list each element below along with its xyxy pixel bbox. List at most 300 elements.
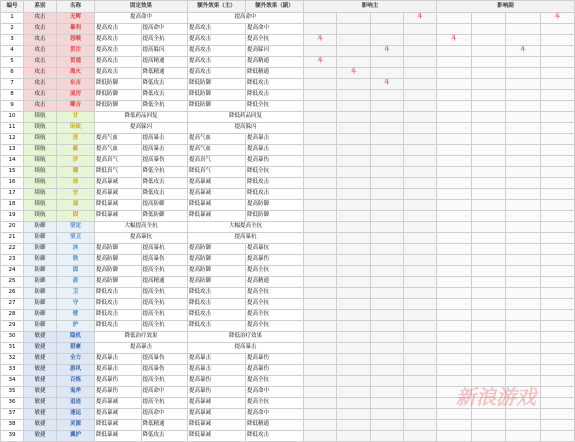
row-number: 35 <box>1 387 24 398</box>
influence-main-cell <box>304 299 337 310</box>
row-name: 灵源 <box>57 420 95 431</box>
influence-main-cell <box>403 79 436 90</box>
row-name: 全力 <box>57 354 95 365</box>
row-number: 22 <box>1 244 24 255</box>
table-row <box>1 211 575 222</box>
influence-sub-cell <box>471 266 506 277</box>
row-number: 4 <box>1 46 24 57</box>
influence-sub-cell <box>506 255 541 266</box>
influence-main-cell <box>304 420 337 431</box>
extra-effect: 提高暴击 <box>246 145 304 156</box>
influence-sub-cell <box>471 46 506 57</box>
influence-main-cell <box>403 46 436 57</box>
row-number: 37 <box>1 409 24 420</box>
influence-sub-cell <box>471 365 506 376</box>
influence-main-cell <box>370 299 403 310</box>
influence-sub-cell <box>540 409 575 420</box>
fixed-effect: 提高全抗 <box>141 288 188 299</box>
influence-main-cell <box>337 222 370 233</box>
influence-sub-cell <box>471 233 506 244</box>
extra-effect: 降低攻击 <box>188 299 246 310</box>
extra-effect: 降低药品回复 <box>188 112 304 123</box>
influence-main-cell <box>304 255 337 266</box>
row-series: 防御 <box>24 233 57 244</box>
influence-main-cell <box>304 79 337 90</box>
extra-effect: 提高暴伤 <box>246 255 304 266</box>
influence-sub-cell <box>540 288 575 299</box>
row-name: 无辉 <box>57 13 95 24</box>
extra-effect: 降低精通 <box>246 68 304 79</box>
influence-sub-cell <box>437 156 472 167</box>
fixed-effect: 降低攻击 <box>95 310 142 321</box>
table-row <box>1 123 575 134</box>
influence-main-cell: 斗 <box>304 35 337 46</box>
fixed-effect: 提高暴减 <box>95 189 142 200</box>
row-series: 攻击 <box>24 68 57 79</box>
influence-main-cell <box>337 244 370 255</box>
influence-main-cell <box>304 321 337 332</box>
extra-effect: 提高暴击 <box>188 365 246 376</box>
fixed-effect: 降低治疗效果 <box>95 332 188 343</box>
influence-main-cell <box>337 90 370 101</box>
extra-effect: 提高暴减 <box>188 398 246 409</box>
influence-sub-cell <box>437 46 472 57</box>
influence-sub-cell <box>437 167 472 178</box>
influence-sub-cell <box>437 134 472 145</box>
extra-effect: 降低攻击 <box>246 178 304 189</box>
extra-effect: 提高全抗 <box>246 288 304 299</box>
row-number: 19 <box>1 211 24 222</box>
extra-effect: 降低暴减 <box>188 211 246 222</box>
influence-main-cell <box>370 343 403 354</box>
row-number: 20 <box>1 222 24 233</box>
fixed-effect: 提高精通 <box>141 57 188 68</box>
influence-main-cell <box>403 233 436 244</box>
table-row <box>1 189 575 200</box>
row-name: 沐 <box>57 244 95 255</box>
influence-sub-cell <box>471 277 506 288</box>
influence-main-cell <box>370 24 403 35</box>
row-series: 续航 <box>24 189 57 200</box>
influence-main-cell <box>370 101 403 112</box>
row-series: 攻击 <box>24 90 57 101</box>
table-row <box>1 343 575 354</box>
extra-effect: 提高攻击 <box>188 24 246 35</box>
table-row <box>1 178 575 189</box>
influence-sub-cell <box>506 145 541 156</box>
influence-main-cell <box>403 211 436 222</box>
row-name: 怒喉 <box>57 35 95 46</box>
col-name: 名称 <box>57 1 95 13</box>
influence-main-cell <box>403 332 436 343</box>
influence-main-cell <box>403 90 436 101</box>
influence-main-cell <box>370 255 403 266</box>
fixed-effect: 降低攻击 <box>141 178 188 189</box>
extra-effect: 提高暴抗 <box>188 233 304 244</box>
extra-effect: 提高暴抗 <box>246 244 304 255</box>
influence-main-cell <box>304 332 337 343</box>
influence-main-cell <box>370 288 403 299</box>
row-series: 攻击 <box>24 13 57 24</box>
influence-sub-cell <box>506 277 541 288</box>
extra-effect: 降低攻击 <box>188 310 246 321</box>
row-number: 8 <box>1 90 24 101</box>
extra-effect: 提高防御 <box>188 277 246 288</box>
col-no: 编号 <box>1 1 24 13</box>
influence-sub-cell <box>540 299 575 310</box>
row-name: 固 <box>57 211 95 222</box>
row-series: 防御 <box>24 288 57 299</box>
influence-sub-cell <box>437 211 472 222</box>
influence-main-cell <box>304 266 337 277</box>
influence-sub-cell <box>471 211 506 222</box>
influence-sub-cell <box>506 178 541 189</box>
influence-sub-cell <box>540 24 575 35</box>
influence-main-cell <box>337 189 370 200</box>
row-series: 续航 <box>24 211 57 222</box>
influence-main-cell <box>403 277 436 288</box>
influence-sub-cell <box>471 354 506 365</box>
influence-main-cell <box>304 409 337 420</box>
influence-sub-cell <box>540 145 575 156</box>
extra-effect: 提高全抗 <box>246 398 304 409</box>
row-number: 12 <box>1 134 24 145</box>
influence-sub-cell <box>506 321 541 332</box>
row-number: 2 <box>1 24 24 35</box>
influence-sub-cell <box>437 299 472 310</box>
extra-effect: 提高攻击 <box>188 35 246 46</box>
table-row <box>1 277 575 288</box>
influence-main-cell <box>403 101 436 112</box>
row-name: 坚定 <box>57 222 95 233</box>
row-name: 鬼斧 <box>57 387 95 398</box>
fixed-effect: 提高防御 <box>95 266 142 277</box>
influence-sub-cell <box>540 398 575 409</box>
influence-sub-cell <box>540 376 575 387</box>
table-row <box>1 90 575 101</box>
row-name: 贯注 <box>57 46 95 57</box>
row-name: 隐机 <box>57 332 95 343</box>
influence-main-cell <box>370 332 403 343</box>
row-number: 26 <box>1 288 24 299</box>
influence-main-cell <box>337 13 370 24</box>
influence-main-cell <box>370 266 403 277</box>
influence-sub-cell <box>506 200 541 211</box>
row-series: 防御 <box>24 255 57 266</box>
watermark: 新浪游戏 <box>456 385 536 409</box>
fixed-effect: 提高暴减 <box>95 178 142 189</box>
extra-effect: 提高暴减 <box>188 189 246 200</box>
influence-main-cell <box>304 343 337 354</box>
row-number: 17 <box>1 189 24 200</box>
influence-main-cell <box>370 387 403 398</box>
influence-main-cell <box>370 68 403 79</box>
influence-sub-cell <box>471 134 506 145</box>
row-name: 汐 <box>57 156 95 167</box>
fixed-effect: 降低精通 <box>141 68 188 79</box>
row-name: 凌厉 <box>57 90 95 101</box>
row-name: 贯通 <box>57 57 95 68</box>
row-name: 海火 <box>57 68 95 79</box>
influence-sub-cell <box>471 420 506 431</box>
row-number: 36 <box>1 398 24 409</box>
influence-sub-cell <box>506 35 541 46</box>
influence-main-cell <box>337 145 370 156</box>
row-number: 38 <box>1 420 24 431</box>
influence-sub-cell <box>506 310 541 321</box>
influence-main-cell <box>337 178 370 189</box>
influence-main-cell <box>337 233 370 244</box>
influence-sub-cell <box>540 178 575 189</box>
influence-sub-cell <box>506 420 541 431</box>
influence-sub-cell <box>437 68 472 79</box>
extra-effect: 提高全抗 <box>246 321 304 332</box>
row-name: 百炼 <box>57 376 95 387</box>
influence-main-cell <box>370 310 403 321</box>
influence-sub-cell <box>540 321 575 332</box>
influence-sub-cell <box>437 145 472 156</box>
influence-sub-cell <box>506 365 541 376</box>
extra-effect: 提高躲闪 <box>246 46 304 57</box>
influence-main-cell <box>304 68 337 79</box>
table-body <box>1 13 575 442</box>
table-row <box>1 288 575 299</box>
influence-sub-cell <box>506 244 541 255</box>
influence-main-cell <box>370 200 403 211</box>
table-row <box>1 299 575 310</box>
fixed-effect: 提高命中 <box>141 409 188 420</box>
table-row <box>1 244 575 255</box>
influence-sub-cell <box>506 101 541 112</box>
influence-sub-cell <box>437 24 472 35</box>
influence-main-cell <box>337 112 370 123</box>
influence-sub-cell <box>506 299 541 310</box>
fixed-effect: 提高全抗 <box>141 398 188 409</box>
influence-sub-cell <box>506 409 541 420</box>
influence-main-cell <box>337 387 370 398</box>
influence-main-cell <box>370 178 403 189</box>
influence-sub-cell <box>540 332 575 343</box>
influence-sub-cell <box>506 24 541 35</box>
influence-main-cell <box>337 409 370 420</box>
influence-main-cell: 斗 <box>337 68 370 79</box>
influence-main-cell: 斗 <box>403 13 436 24</box>
influence-sub-cell <box>437 409 472 420</box>
fixed-effect: 提高攻击 <box>95 46 142 57</box>
extra-effect: 降低攻击 <box>246 79 304 90</box>
influence-sub-cell <box>540 167 575 178</box>
fixed-effect: 提高暴击 <box>95 343 188 354</box>
row-series: 攻击 <box>24 46 57 57</box>
influence-main-cell <box>403 365 436 376</box>
influence-main-cell <box>337 299 370 310</box>
fixed-effect: 提高精通 <box>141 277 188 288</box>
row-name: 迷 <box>57 134 95 145</box>
influence-sub-cell <box>471 288 506 299</box>
row-name: 速运 <box>57 409 95 420</box>
fixed-effect: 提高攻击 <box>95 68 142 79</box>
table-row <box>1 431 575 442</box>
influence-sub-cell <box>540 68 575 79</box>
influence-main-cell <box>370 431 403 442</box>
row-name: 福 <box>57 200 95 211</box>
influence-main-cell: 斗 <box>370 79 403 90</box>
influence-main-cell <box>403 145 436 156</box>
influence-main-cell <box>304 431 337 442</box>
extra-effect: 提高防御 <box>246 200 304 211</box>
extra-effect: 降低暴减 <box>188 200 246 211</box>
extra-effect: 提高防御 <box>188 266 246 277</box>
extra-effect: 提高暴减 <box>188 409 246 420</box>
influence-sub-cell <box>437 277 472 288</box>
influence-sub-cell <box>437 79 472 90</box>
extra-effect: 提高暴击 <box>188 354 246 365</box>
influence-sub-cell: 斗 <box>506 46 541 57</box>
influence-main-cell <box>403 310 436 321</box>
influence-main-cell <box>370 134 403 145</box>
influence-main-cell <box>304 189 337 200</box>
influence-main-cell <box>403 167 436 178</box>
influence-main-cell <box>337 354 370 365</box>
influence-main-cell <box>337 332 370 343</box>
extra-effect: 降低真气 <box>188 167 246 178</box>
extra-effect: 降低暴减 <box>188 431 246 442</box>
fixed-effect: 提高暴减 <box>95 398 142 409</box>
influence-sub-cell <box>506 222 541 233</box>
row-number: 24 <box>1 266 24 277</box>
influence-main-cell <box>370 398 403 409</box>
row-name: 守 <box>57 299 95 310</box>
col-extra-main: 额外效果（主） <box>188 1 246 13</box>
row-number: 30 <box>1 332 24 343</box>
fixed-effect: 提高暴减 <box>95 409 142 420</box>
influence-sub-cell <box>540 156 575 167</box>
fixed-effect: 提高防御 <box>95 244 142 255</box>
influence-main-cell <box>370 57 403 68</box>
influence-main-cell <box>304 200 337 211</box>
influence-main-cell <box>403 68 436 79</box>
row-name: 壁 <box>57 310 95 321</box>
influence-sub-cell <box>437 90 472 101</box>
row-series: 续航 <box>24 200 57 211</box>
influence-sub-cell <box>506 266 541 277</box>
influence-main-cell <box>337 255 370 266</box>
row-name: 铁 <box>57 255 95 266</box>
influence-sub-cell <box>540 365 575 376</box>
influence-main-cell <box>337 79 370 90</box>
influence-sub-cell <box>437 200 472 211</box>
influence-sub-cell <box>506 156 541 167</box>
row-number: 7 <box>1 79 24 90</box>
fixed-effect: 提高躲闪 <box>95 123 188 134</box>
table-row <box>1 167 575 178</box>
influence-sub-cell <box>540 79 575 90</box>
influence-sub-cell <box>437 13 472 24</box>
row-series: 敏捷 <box>24 332 57 343</box>
influence-main-cell <box>304 112 337 123</box>
extra-effect: 提高暴伤 <box>188 387 246 398</box>
influence-sub-cell <box>471 167 506 178</box>
row-name: 护 <box>57 321 95 332</box>
table-row <box>1 24 575 35</box>
row-series: 攻击 <box>24 79 57 90</box>
influence-main-cell <box>337 277 370 288</box>
influence-main-cell <box>304 90 337 101</box>
extra-effect: 提高全抗 <box>246 299 304 310</box>
influence-main-cell <box>304 24 337 35</box>
influence-main-cell <box>337 420 370 431</box>
fixed-effect: 提高暴伤 <box>141 354 188 365</box>
row-series: 敏捷 <box>24 420 57 431</box>
influence-sub-cell <box>540 46 575 57</box>
row-series: 攻击 <box>24 24 57 35</box>
row-number: 34 <box>1 376 24 387</box>
influence-main-cell <box>403 200 436 211</box>
fixed-effect: 降低真气 <box>95 167 142 178</box>
fixed-effect: 降低精通 <box>141 420 188 431</box>
row-series: 敏捷 <box>24 354 57 365</box>
influence-main-cell <box>370 145 403 156</box>
influence-main-cell <box>337 46 370 57</box>
influence-sub-cell <box>540 310 575 321</box>
influence-sub-cell <box>540 233 575 244</box>
influence-main-cell <box>337 167 370 178</box>
influence-main-cell <box>403 299 436 310</box>
row-series: 敏捷 <box>24 409 57 420</box>
influence-sub-cell <box>471 332 506 343</box>
fixed-effect: 提高暴伤 <box>141 156 188 167</box>
influence-sub-cell <box>506 189 541 200</box>
influence-sub-cell <box>437 420 472 431</box>
influence-sub-cell <box>471 200 506 211</box>
extra-effect: 降低攻击 <box>246 189 304 200</box>
table-row <box>1 266 575 277</box>
extra-effect: 降低攻击 <box>246 431 304 442</box>
influence-main-cell <box>337 431 370 442</box>
extra-effect: 提高攻击 <box>188 68 246 79</box>
influence-sub-cell <box>540 255 575 266</box>
influence-sub-cell <box>437 101 472 112</box>
fixed-effect: 提高攻击 <box>95 24 142 35</box>
row-series: 防御 <box>24 321 57 332</box>
table-row <box>1 409 575 420</box>
influence-main-cell <box>403 112 436 123</box>
influence-main-cell <box>403 24 436 35</box>
fixed-effect: 提高暴伤 <box>141 255 188 266</box>
influence-sub-cell: 斗 <box>437 35 472 46</box>
table-row <box>1 332 575 343</box>
influence-sub-cell <box>471 24 506 35</box>
influence-main-cell <box>370 420 403 431</box>
influence-sub-cell <box>437 288 472 299</box>
row-number: 9 <box>1 101 24 112</box>
influence-main-cell <box>370 211 403 222</box>
influence-main-cell <box>370 189 403 200</box>
influence-main-cell <box>403 189 436 200</box>
influence-main-cell <box>337 376 370 387</box>
fixed-effect: 降低攻击 <box>141 431 188 442</box>
influence-main-cell <box>403 343 436 354</box>
table-row <box>1 79 575 90</box>
row-number: 27 <box>1 299 24 310</box>
extra-effect: 降低防御 <box>188 101 246 112</box>
fixed-effect: 降低药品回复 <box>95 112 188 123</box>
influence-sub-cell <box>540 222 575 233</box>
extra-effect: 提高暴伤 <box>246 354 304 365</box>
influence-sub-cell <box>506 233 541 244</box>
extra-effect: 提高全抗 <box>246 376 304 387</box>
fixed-effect: 提高暴击 <box>95 365 142 376</box>
